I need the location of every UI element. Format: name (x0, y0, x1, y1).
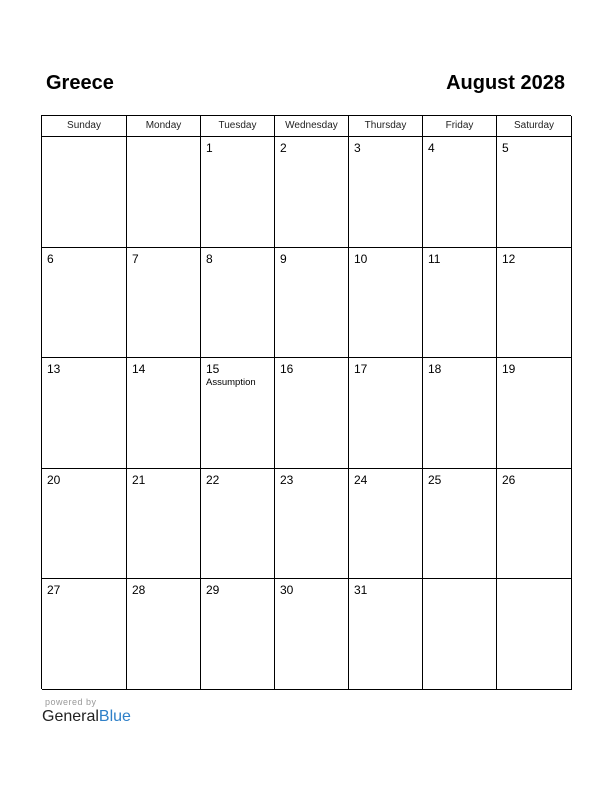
day-cell (349, 248, 423, 359)
day-cell (127, 248, 201, 359)
weekday-header: Tuesday (201, 116, 275, 137)
day-number: 21 (132, 472, 146, 487)
holiday-label: Assumption (206, 377, 256, 389)
day-number: 13 (47, 362, 61, 377)
day-cell (201, 137, 275, 248)
day-cell (42, 248, 127, 359)
day-number: 27 (47, 583, 61, 598)
day-number: 31 (354, 583, 368, 598)
day-number: 25 (428, 472, 442, 487)
day-cell (423, 137, 497, 248)
day-number: 14 (132, 362, 146, 377)
day-cell (42, 469, 127, 580)
day-cell (497, 137, 572, 248)
generalblue-logo (42, 708, 131, 726)
day-number: 20 (47, 472, 61, 487)
day-cell (42, 137, 127, 248)
day-cell (42, 579, 127, 690)
day-number: 9 (280, 251, 287, 266)
day-number: 24 (354, 472, 368, 487)
day-cell (275, 469, 349, 580)
day-cell (497, 358, 572, 469)
day-number: 11 (428, 251, 441, 266)
day-cell (275, 137, 349, 248)
day-number: 12 (502, 251, 516, 266)
day-number: 15 (206, 362, 220, 377)
day-cell (42, 358, 127, 469)
weekday-header: Monday (127, 116, 201, 137)
day-cell (127, 358, 201, 469)
country-title: Greece (46, 72, 114, 94)
weekday-header: Friday (423, 116, 497, 137)
calendar-grid (41, 115, 571, 689)
day-number: 4 (428, 141, 435, 155)
day-cell (275, 248, 349, 359)
day-number: 2 (280, 141, 287, 155)
day-cell (127, 469, 201, 580)
day-number: 6 (47, 251, 54, 266)
day-cell (497, 248, 572, 359)
day-cell (497, 579, 572, 690)
day-cell (275, 579, 349, 690)
weekday-header: Saturday (497, 116, 572, 137)
weekday-header: Sunday (42, 116, 127, 137)
brand-general-text: General (42, 708, 99, 725)
day-number: 8 (206, 251, 213, 266)
day-number: 18 (428, 362, 442, 377)
month-year-title: August 2028 (446, 72, 565, 94)
day-cell (349, 137, 423, 248)
day-cell (127, 137, 201, 248)
day-cell (275, 358, 349, 469)
day-cell (423, 469, 497, 580)
day-number: 28 (132, 583, 146, 598)
brand-blue-text: Blue (98, 708, 131, 725)
day-cell (423, 358, 497, 469)
day-cell (423, 248, 497, 359)
day-cell (497, 469, 572, 580)
day-number: 16 (280, 362, 294, 377)
day-number: 10 (354, 251, 368, 266)
day-number: 3 (354, 141, 361, 155)
day-cell (201, 358, 275, 469)
day-number: 5 (502, 141, 509, 155)
day-cell (423, 579, 497, 690)
day-number: 1 (206, 141, 213, 155)
weekday-header: Thursday (349, 116, 423, 137)
day-cell (349, 469, 423, 580)
powered-by-label: powered by (45, 697, 97, 707)
day-number: 22 (206, 472, 220, 487)
day-number: 26 (502, 472, 516, 487)
day-number: 17 (354, 362, 368, 377)
day-number: 29 (206, 583, 220, 598)
day-number: 23 (280, 472, 294, 487)
day-number: 7 (132, 251, 139, 266)
day-cell (127, 579, 201, 690)
day-cell (201, 248, 275, 359)
day-cell (201, 579, 275, 690)
day-number: 30 (280, 583, 294, 598)
day-cell (349, 579, 423, 690)
weekday-header: Wednesday (275, 116, 349, 137)
day-cell (349, 358, 423, 469)
day-cell (201, 469, 275, 580)
day-number: 19 (502, 362, 516, 377)
